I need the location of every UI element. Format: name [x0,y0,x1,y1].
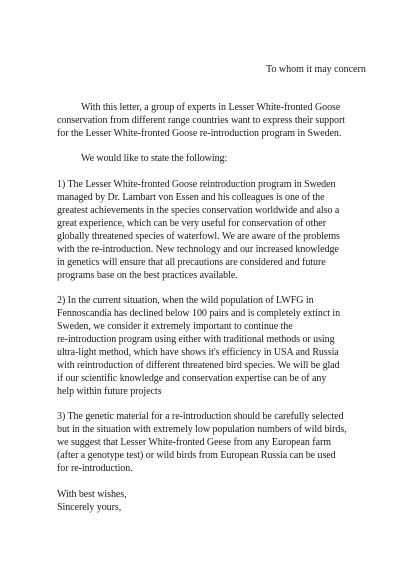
point3-line: for re-introduction. [57,463,133,474]
intro-line: for the Lesser White-fronted Goose re-introduction program in Sweden. [57,128,342,139]
point1-line: great experience, which can be very useful for conservation of other [57,218,326,229]
point1-line: in genetics will ensure that all precautions are considered and future [57,257,326,268]
point2-line: Fennoscandia has declined below 100 pairs and is completely extinct in [57,308,341,319]
point2-line: if our scientific knowledge and conservation expertise can be of any [57,373,327,384]
point3-line: we suggest that Lesser White-fronted Geese from any European farm [57,437,331,448]
point3-line: 3) The genetic material for a re-introduction should be carefully selected [57,411,344,422]
point1-line: with the re-introduction. New technology and our increased knowledge [57,244,339,255]
point2-line: ultra-light method, which have shows it's efficiency in USA and Russia [57,347,339,358]
point1-line: programs base on the best practices available. [57,270,238,281]
point1-line: greatest achievements in the species conservation worldwide and also a [57,205,340,216]
closing-sincerely: Sincerely yours, [57,502,122,513]
point1-line: 1) The Lesser White-fronted Goose reintroduction program in Sweden [57,179,336,190]
point1-line: globally threatened species of waterfowl. We are aware of the problems [57,231,340,242]
point2-line: help within future projects [57,386,162,397]
closing-wishes: With best wishes, [57,489,127,500]
intro-line: With this letter, a group of experts in Lesser White-fronted Goose [81,102,341,113]
state-intro: We would like to state the following: [81,153,228,164]
point2-line: with reintroduction of different threatened bird species. We will be glad [57,360,340,371]
intro-line: conservation from different range countries want to express their support [57,115,346,126]
point3-line: but in the situation with extremely low population numbers of wild birds, [57,424,347,435]
point2-line: Sweden, we consider it extremely important to continue the [57,321,293,332]
point2-line: re-introduction program using either with traditional methods or using [57,334,335,345]
point3-line: (after a genotype test) or wild birds from European Russia can be used [57,450,336,461]
salutation: To whom it may concern [266,64,366,75]
point2-line: 2) In the current situation, when the wild population of LWFG in [57,295,314,306]
point1-line: managed by Dr. Lambart von Essen and his colleagues is one of the [57,192,325,203]
